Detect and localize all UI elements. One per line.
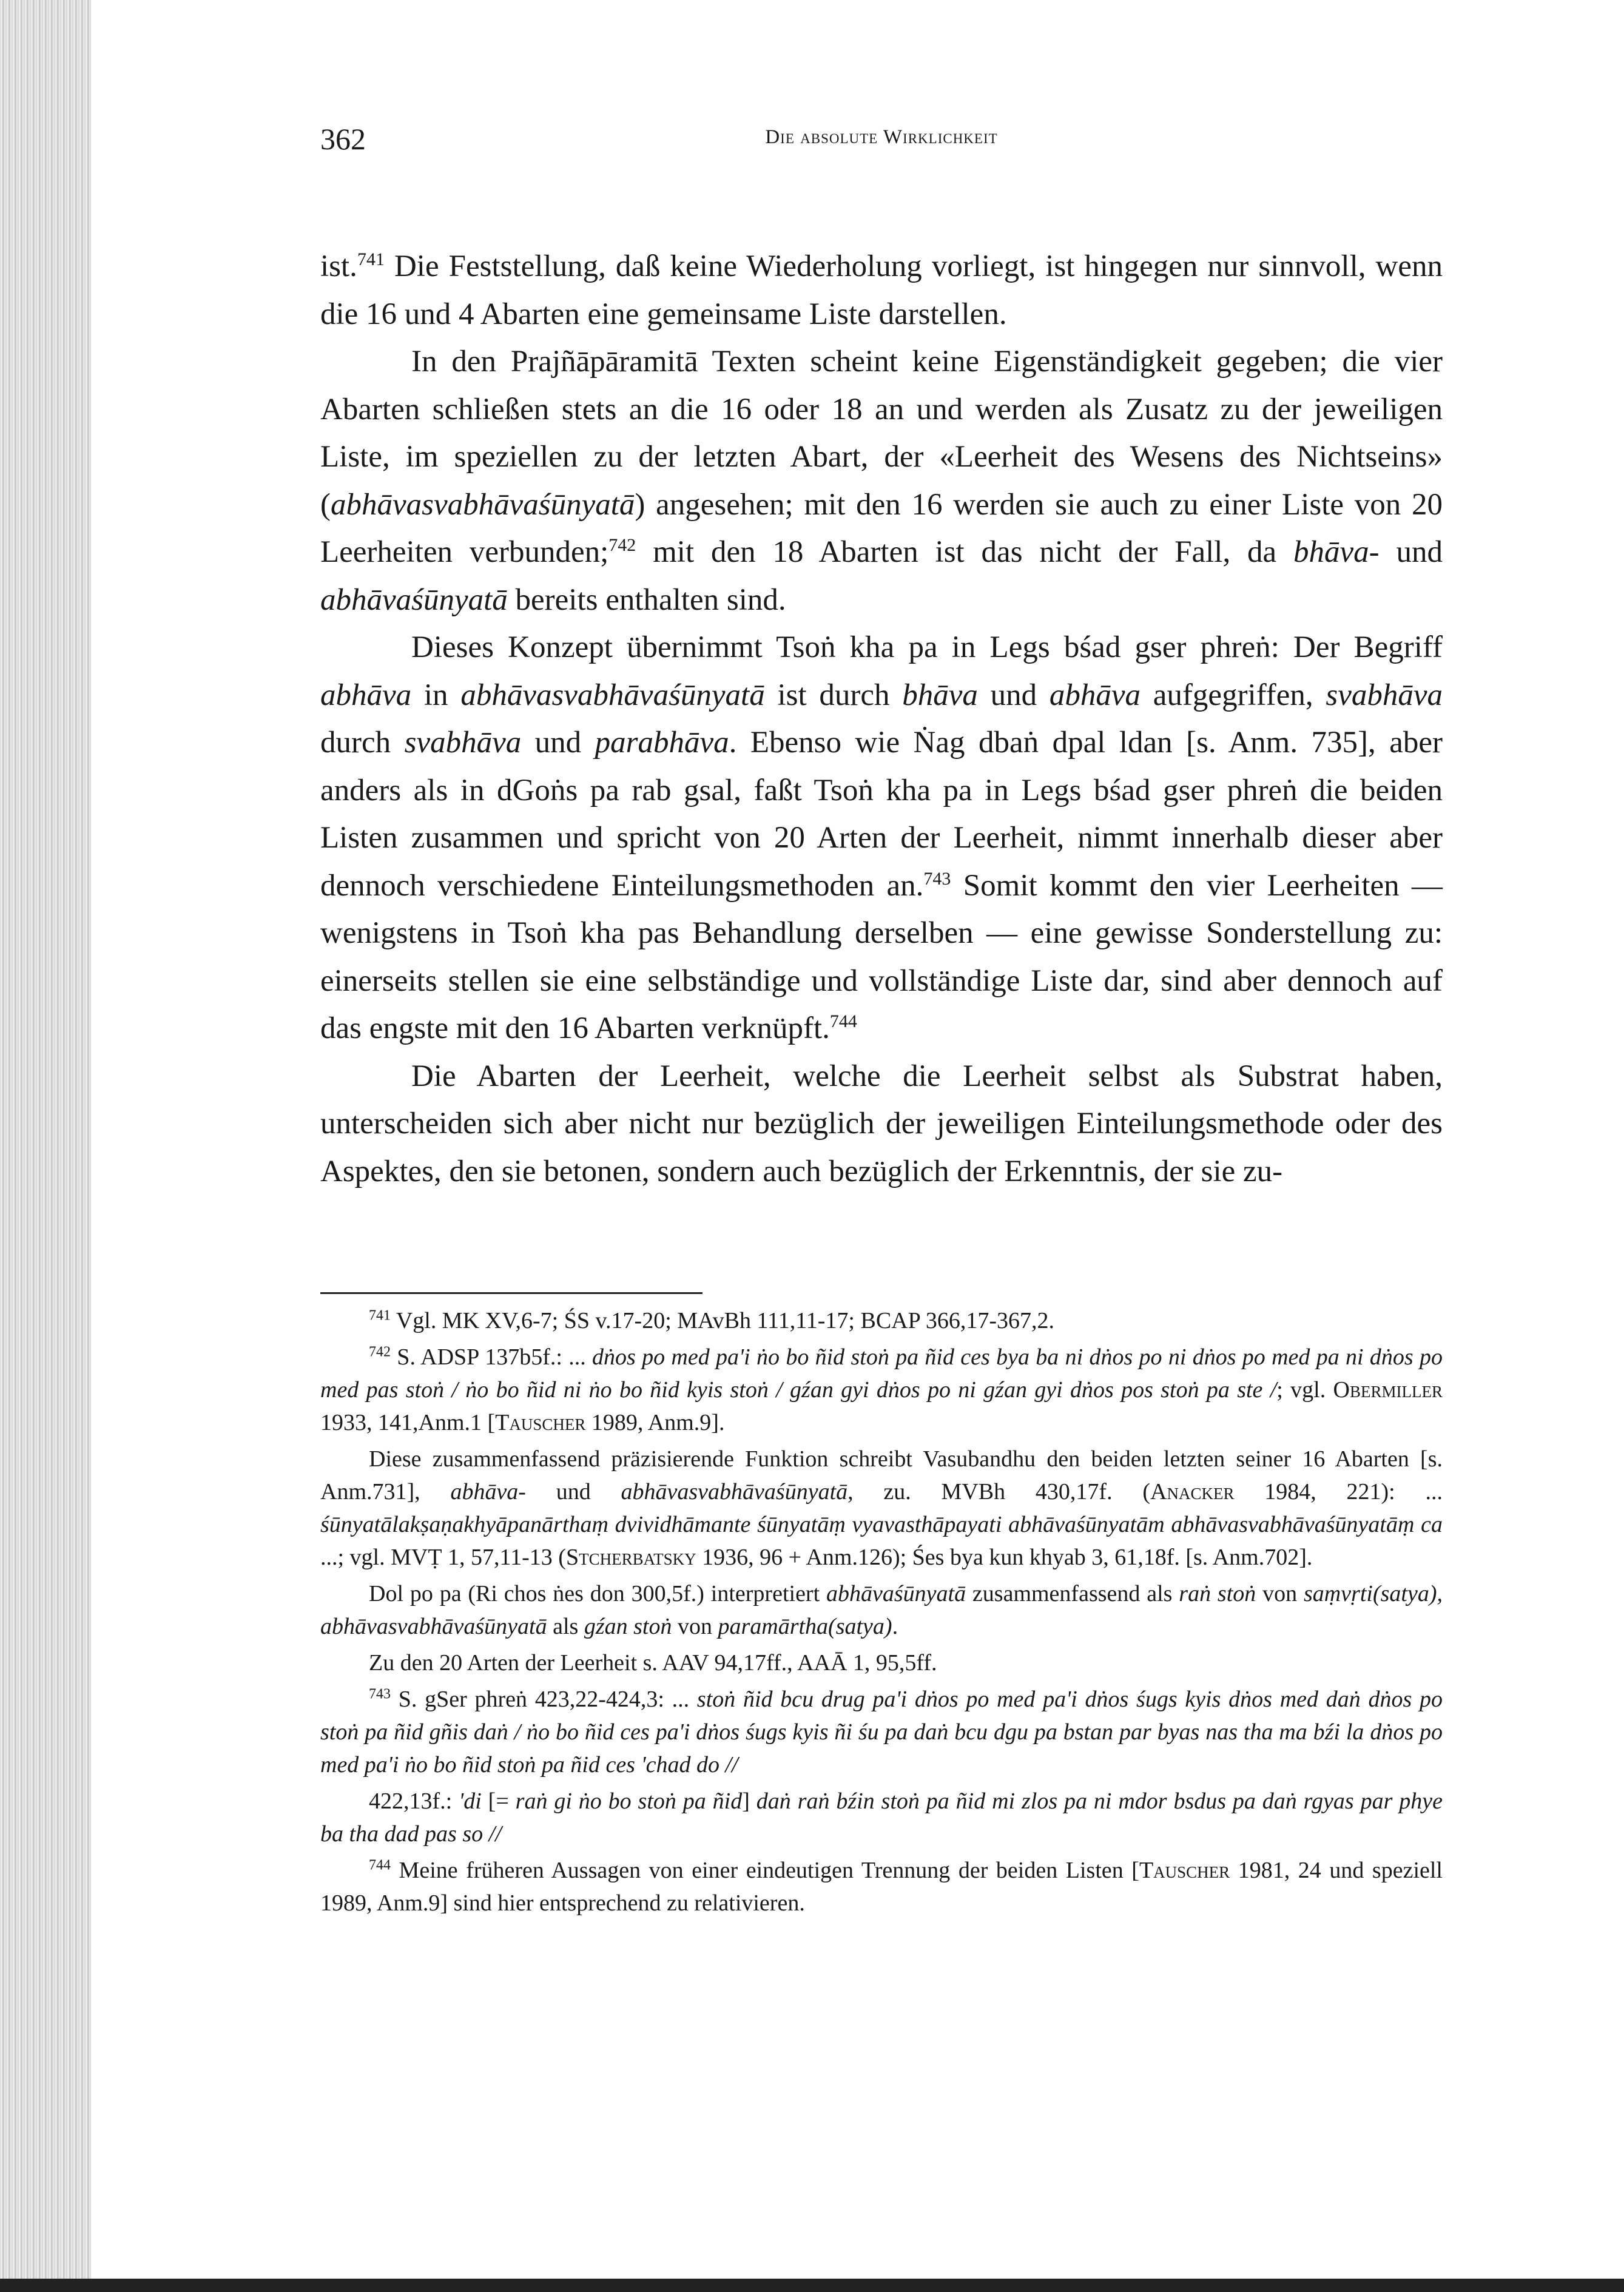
footnote-742-continuation: Zu den 20 Arten der Leerheit s. AAV 94,17ff., AAĀ 1, 95,5ff. <box>369 1650 937 1676</box>
footnote-ref: 743 <box>923 868 951 889</box>
footnote-ref: 744 <box>829 1011 857 1031</box>
footnote-742: $^{742}$ S. ADSP 137b5f.: ... dṅos po med pa'i ṅo bo ñid stoṅ pa ñid ces bya ba ni dṅos po ni dṅos po med pa ni dṅos po med pas stoṅ / ṅo bo ñid ni ṅo bo ñid kyis stoṅ / gźan gyi dṅos po ni gźan gyi dṅos pos stoṅ pa ste /; vgl. Obermiller 1933, 141,Anm.1 [Tauscher 1989, Anm.9]. <box>320 1344 1443 1435</box>
scan-bottom-edge <box>0 2279 1624 2292</box>
paragraph-3: Dieses Konzept übernimmt Tsoṅ kha pa in Legs bśad gser phreṅ: Der Begriff abhāva in abhāvasvabhāvaśūnyatā ist durch bhāva und abhāva aufgegriffen, svabhāva durch svabhāva und parabhāva. Ebenso wie Ṅag dbaṅ dpal ldan [s. Anm. 735], aber anders als in dGoṅs pa rab gsal, faßt Tsoṅ kha pa in Legs bśad gser phreṅ die beiden Listen zusammen und spricht von 20 Arten der Leerheit, nimmt innerhalb dieser aber dennoch verschiedene Einteilungsmethoden an.$^{743}$ Somit kommt den vier Leerheiten — wenigstens in Tsoṅ kha pas Behandlung derselben — eine gewisse Sonderstellung zu: einerseits stellen sie eine selbständige und vollständige Liste dar, sind aber dennoch auf das engste mit den 16 Abarten verknüpft.$^{744}$ <box>320 630 1443 1045</box>
footnote-ref: 741 <box>357 249 385 269</box>
running-title: Die absolute Wirklichkeit <box>765 126 998 148</box>
page-number: 362 <box>320 122 366 156</box>
footnote-741: $^{741}$ Vgl. MK XV,6-7; ŚS v.17-20; MAvBh 111,11-17; BCAP 366,17-367,2. <box>369 1307 1055 1333</box>
footnote-742-continuation: Dol po pa (Ri chos ṅes don 300,5f.) interpretiert abhāvaśūnyatā zusammenfassend als raṅ stoṅ von saṃvṛti(satya), abhāvasvabhāvaśūnyatā als gźan stoṅ von paramārtha(satya). <box>320 1581 1443 1639</box>
scan-binding-edge <box>0 0 91 2292</box>
paragraph-2: In den Prajñāpāramitā Texten scheint keine Eigenständigkeit gegeben; die vier Abarten schließen stets an die 16 oder 18 an und werden als Zusatz zu der jeweiligen Liste, im speziellen zu der letzten Abart, der «Leerheit des Wesens des Nichtseins» (abhāvasvabhāvaśūnyatā) angesehen; mit den 16 werden sie auch zu einer Liste von 20 Leerheiten verbunden;$^{742}$ mit den 18 Abarten ist das nicht der Fall, da bhāva- und abhāvaśūnyatā bereits enthalten sind. <box>320 345 1443 617</box>
footnote-742-continuation: Diese zusammenfassend präzisierende Funktion schreibt Vasubandhu den beiden letzten seiner 16 Abarten [s. Anm.731], abhāva- und abhāvasvabhāvaśūnyatā, zu. MVBh 430,17f. (Anacker 1984, 221): ... śūnyatālakṣaṇakhyāpanārthaṃ dvividhāmante śūnyatāṃ vyavasthāpayati abhāvaśūnyatām abhāvasvabhāvaśūnyatāṃ ca ...; vgl. MVṬ 1, 57,11-13 (Stcherbatsky 1936, 96 + Anm.126); Śes bya kun khyab 3, 61,18f. [s. Anm.702]. <box>320 1446 1443 1570</box>
footnotes <box>320 1304 1443 1923</box>
paragraph-4: Die Abarten der Leerheit, welche die Leerheit selbst als Substrat haben, unterscheiden sich aber nicht nur bezüglich der jeweiligen Einteilungsmethode oder des Aspektes, den sie betonen, sondern auch bezüglich der Erkenntnis, der sie zu- <box>320 1059 1443 1188</box>
footnote-744: $^{744}$ Meine früheren Aussagen von einer eindeutigen Trennung der beiden Listen [Tauscher 1981, 24 und speziell 1989, Anm.9] sind hier entsprechend zu relativieren. <box>320 1857 1443 1916</box>
main-text <box>320 243 1443 1195</box>
page-header <box>320 121 1443 164</box>
footnote-743: $^{743}$ S. gSer phreṅ 423,22-424,3: ... stoṅ ñid bcu drug pa'i dṅos po med pa'i dṅos śugs kyis dṅos med daṅ dṅos po stoṅ pa ñid gñis daṅ / ṅo bo ñid ces pa'i dṅos śugs kyis ñi śu pa daṅ bcu dgu pa bstan par byas nas tha ma bźi la dṅos po med pa'i ṅo bo ñid stoṅ pa ñid ces 'chad do // <box>320 1686 1443 1778</box>
footnote-ref: 742 <box>608 535 636 555</box>
paragraph-1: ist.$^{741}$ Die Feststellung, daß keine Wiederholung vorliegt, ist hingegen nur sinnvoll, wenn die 16 und 4 Abarten eine gemeinsame Liste darstellen. <box>320 249 1443 331</box>
footnote-separator <box>320 1292 702 1294</box>
footnote-743-continuation: 422,13f.: 'di [= raṅ gi ṅo bo stoṅ pa ñid] daṅ raṅ bźin stoṅ pa ñid mi zlos pa ni mdor bsdus pa daṅ rgyas par phye ba tha dad pas so // <box>320 1788 1443 1847</box>
